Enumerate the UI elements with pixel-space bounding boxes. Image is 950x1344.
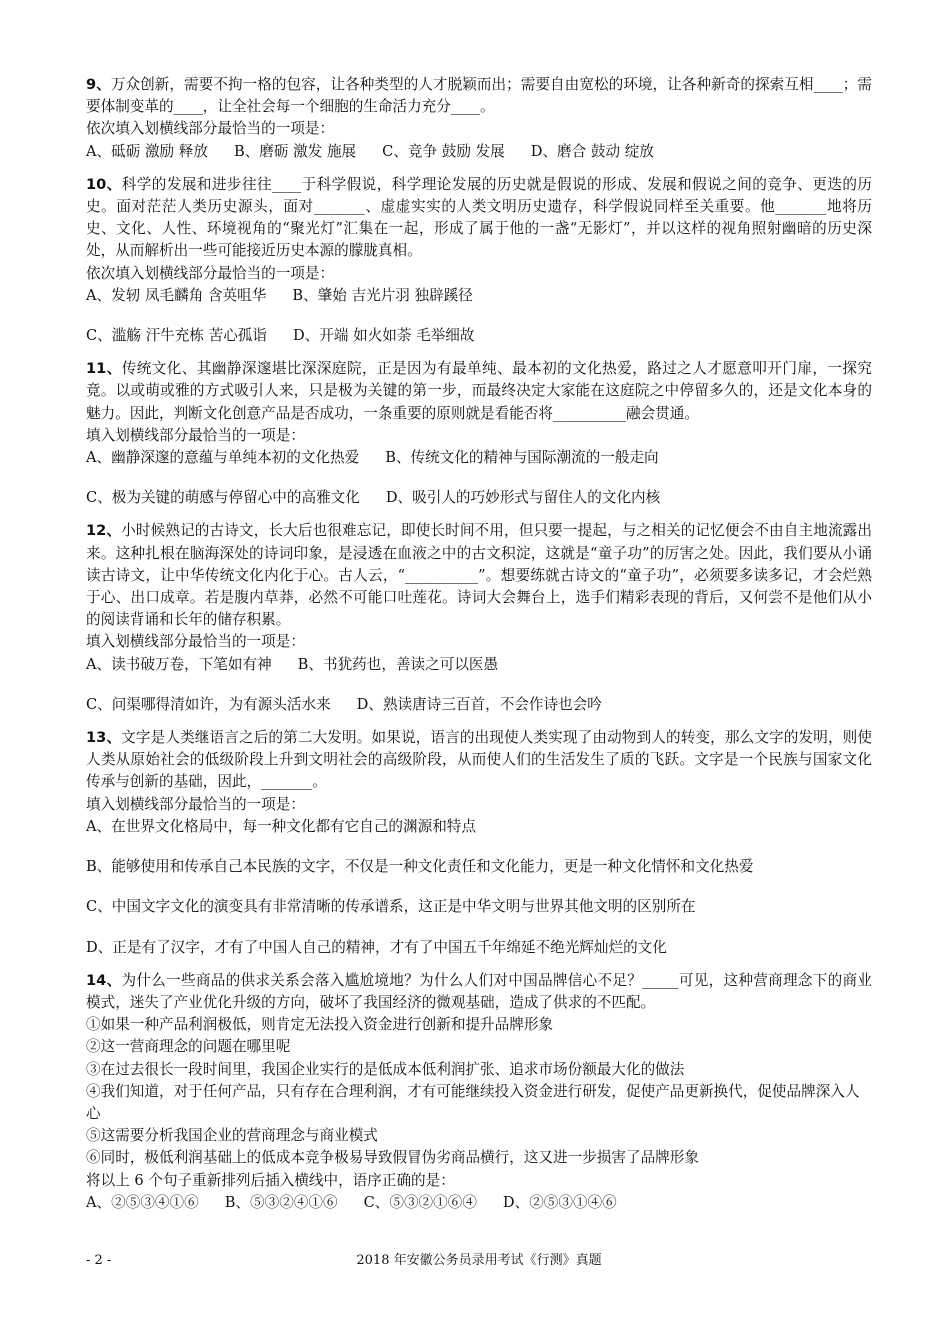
option-b[interactable]: B、磨砺 激发 施展 [233,142,357,160]
option-c[interactable]: C、中国文字文化的演变具有非常清晰的传承谱系，这正是中华文明与世界其他文明的区别所在 [86,898,696,916]
question-text [86,970,872,1014]
question-number: 10、 [86,175,122,193]
question-9 [86,74,872,163]
option-d[interactable]: D、吸引人的巧妙形式与留住人的文化内核 [385,489,661,507]
option-row [86,325,872,347]
sentence-4: ④我们知道，对于任何产品，只有存在合理利润，才有可能继续投入资金进行研发，促使产品更新换代，促使品牌深入人心 [86,1082,860,1122]
page-footer [86,1250,872,1272]
option-row [86,141,872,163]
question-body: 科学的发展和进步往往____于科学假说，科学理论发展的历史就是假说的形成、发展和假说之间的竞争、更迭的历史。面对茫茫人类历史源头，面对_______、虚虚实实的人类文明历史遗存，科学假说同样至关重要。他_______地将历史、文化、人性、环境视角的“聚光灯”汇集在一起，形成了属于他的一盏“无影灯”，并以这样的视角照射幽暗的历史深处，从而解析出一些可能接近历史本源的朦胧真相。 [86,175,872,260]
option-c[interactable]: C、⑤③②①⑥④ [363,1193,477,1211]
option-d[interactable]: D、熟读唐诗三百首，不会作诗也会吟 [356,695,602,713]
option-b[interactable]: B、书犹药也，善读之可以医愚 [297,655,499,673]
option-c[interactable]: C、极为关键的萌感与停留心中的高雅文化 [86,489,360,507]
exam-page [86,74,872,1225]
question-12 [86,520,872,716]
sentence-list [86,1014,872,1169]
option-c[interactable]: C、竞争 鼓励 发展 [382,142,505,160]
option-a[interactable]: A、砥砺 激励 释放 [86,142,208,160]
question-number: 11、 [86,360,122,378]
question-prompt: 将以上 6 个句子重新排列后插入横线中，语序正确的是： [86,1171,455,1189]
option-a[interactable]: A、幽静深邃的意蕴与单纯本初的文化热爱 [86,449,360,467]
option-a[interactable]: A、读书破万卷，下笔如有神 [86,655,272,673]
footer-title: 2018 年安徽公务员录用考试《行测》真题 [356,1253,602,1268]
option-row [86,694,872,716]
option-row [86,1192,872,1214]
sentence-2: ②这一营商理念的问题在哪里呢 [86,1038,291,1056]
option-a[interactable]: A、发轫 凤毛麟角 含英咀华 [86,286,267,304]
question-prompt: 依次填入划横线部分最恰当的一项是： [86,120,335,138]
question-text [86,174,872,263]
question-number: 12、 [86,522,122,540]
question-prompt: 填入划横线部分最恰当的一项是： [86,426,305,444]
option-b[interactable]: B、⑤③②④①⑥ [224,1193,338,1211]
question-number: 9、 [86,76,111,93]
question-body: 万众创新，需要不拘一格的包容，让各种类型的人才脱颖而出；需要自由宽松的环境，让各种新奇的探索互相____；需要体制变革的____，让全社会每一个细胞的生命活力充分____。 [86,76,872,116]
question-text [86,727,872,794]
sentence-6: ⑥同时，极低利润基础上的低成本竞争极易导致假冒伪劣商品横行，这又进一步损害了品牌形象 [86,1149,699,1167]
question-10 [86,174,872,347]
option-d[interactable]: D、②⑤③①④⑥ [502,1193,617,1211]
question-body: 传统文化、其幽静深邃堪比深深庭院，正是因为有最单纯、最本初的文化热爱，路过之人才愿意叩开门扉，一探究竟。以或萌或雅的方式吸引人来，只是极为关键的第一步，而最终决定大家能在这庭院之中停留多久的，还是文化本身的魅力。因此，判断文化创意产品是否成功，一条重要的原则就是看能否将__________融会贯通。 [86,360,872,422]
question-body: 为什么一些商品的供求关系会落入尴尬境地？为什么人们对中国品牌信心不足？_____可见，这种营商理念下的商业模式，迷失了产业优化升级的方向，破坏了我国经济的微观基础，造成了供求的不匹配。 [86,971,872,1011]
option-b[interactable]: B、肇始 吉光片羽 独辟蹊径 [292,286,473,304]
option-b[interactable]: B、传统文化的精神与国际潮流的一般走向 [385,449,659,467]
question-prompt: 填入划横线部分最恰当的一项是： [86,633,305,651]
question-text [86,74,872,118]
option-row [86,654,872,676]
sentence-3: ③在过去很长一段时间里，我国企业实行的是低成本低利润扩张、追求市场份额最大化的做法 [86,1060,685,1078]
option-c[interactable]: C、滥觞 汗牛充栋 苦心孤诣 [86,327,267,345]
question-body: 小时候熟记的古诗文，长大后也很难忘记，即使长时间不用，但只要一提起，与之相关的记忆便会不由自主地流露出来。这种扎根在脑海深处的诗词印象，是浸透在血液之中的古文积淀，这就是“童子功”的厉害之处。因此，我们要从小诵读古诗文，让中华传统文化内化于心。古人云，“__________”。想要练就古诗文的“童子功”，必须要多读多记，才会烂熟于心、出口成章。若是腹内草莽，必然不可能口吐莲花。诗词大会舞台上，选手们精彩表现的背后，又何尝不是他们从小的阅读背诵和长年的储存积累。 [86,522,872,629]
option-d[interactable]: D、开端 如火如荼 毛举细故 [292,327,475,345]
option-a[interactable]: A、②⑤③④①⑥ [86,1193,199,1211]
question-body: 文字是人类继语言之后的第二大发明。如果说，语言的出现使人类实现了由动物到人的转变，那么文字的发明，则使人类从原始社会的低级阶段上升到文明社会的高级阶段，从而使人们的生活发生了质的飞跃。文字是一个民族与国家文化传承与创新的基础，因此，_______。 [86,729,872,791]
question-text [86,520,872,631]
question-prompt: 填入划横线部分最恰当的一项是： [86,795,305,813]
option-row [86,487,872,509]
question-11 [86,358,872,509]
option-row [86,285,872,307]
option-row [86,447,872,469]
page-number: - 2 - [86,1253,112,1268]
option-a[interactable]: A、在世界文化格局中，每一种文化都有它自己的渊源和特点 [86,817,476,835]
sentence-5: ⑤这需要分析我国企业的营商理念与商业模式 [86,1127,378,1145]
option-b[interactable]: B、能够使用和传承自己本民族的文字，不仅是一种文化责任和文化能力，更是一种文化情怀和文化热爱 [86,858,754,876]
sentence-1: ①如果一种产品利润极低，则肯定无法投入资金进行创新和提升品牌形象 [86,1016,554,1034]
question-prompt: 依次填入划横线部分最恰当的一项是： [86,264,335,282]
question-number: 14、 [86,971,122,989]
option-d[interactable]: D、正是有了汉字，才有了中国人自己的精神，才有了中国五千年绵延不绝光辉灿烂的文化 [86,938,667,956]
option-d[interactable]: D、磨合 鼓动 绽放 [530,142,654,160]
question-14 [86,970,872,1214]
question-number: 13、 [86,729,122,747]
question-13 [86,727,872,959]
option-c[interactable]: C、问渠哪得清如许，为有源头活水来 [86,695,331,713]
question-text [86,358,872,425]
